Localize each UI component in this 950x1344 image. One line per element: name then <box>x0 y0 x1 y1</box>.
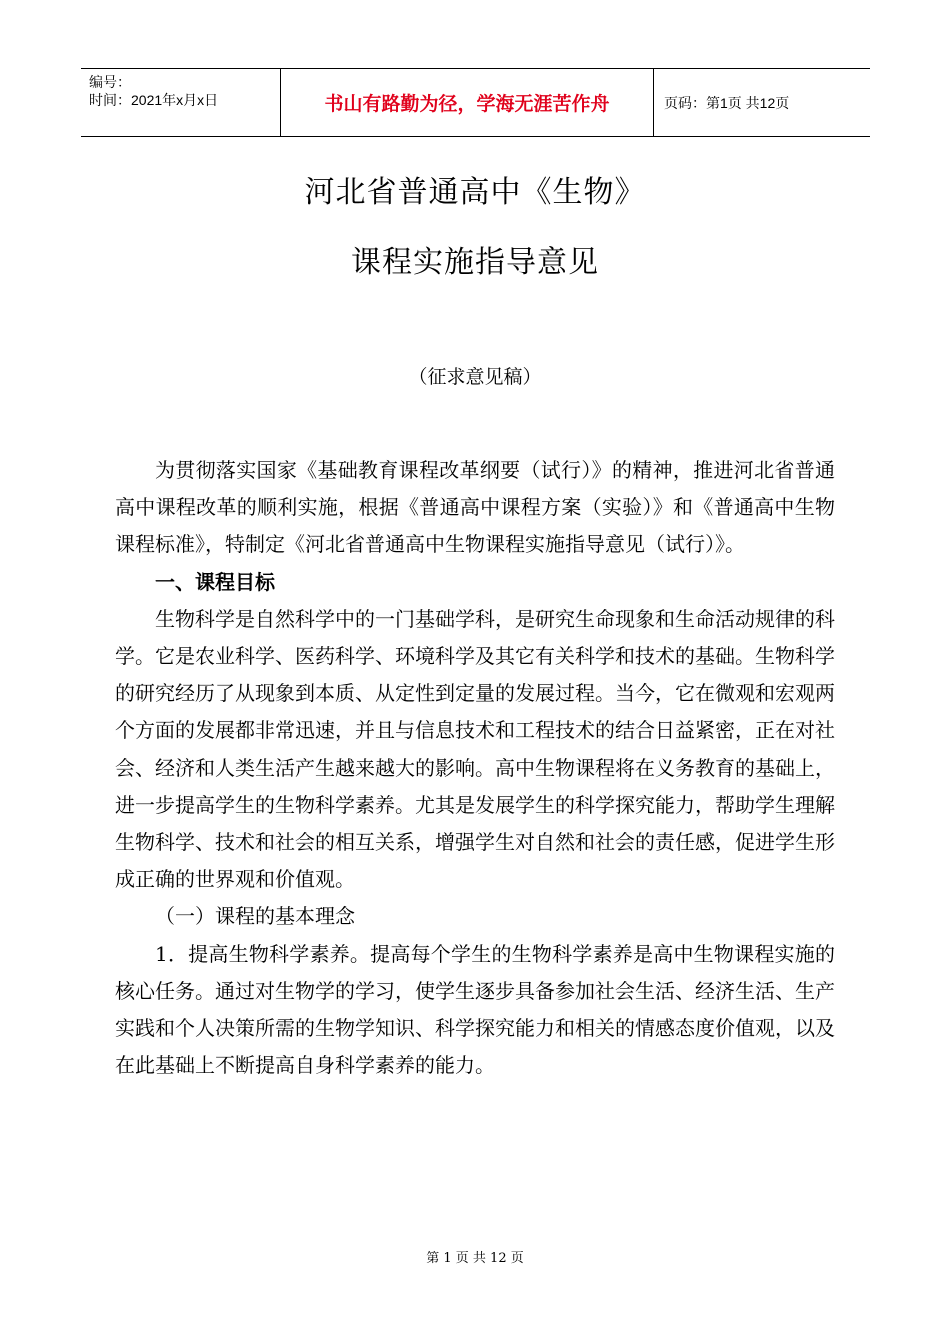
header-meta <box>81 69 281 136</box>
header-motto: 书山有路勤为径，学海无涯苦作舟 <box>281 69 654 136</box>
document-date: 时间：2021年x月x日 <box>89 92 219 108</box>
document-header <box>81 68 870 137</box>
document-subtitle: （征求意见稿） <box>408 366 542 388</box>
document-title-line1: 河北省普通高中《生物》 <box>304 175 646 210</box>
document-number-label: 编号： <box>89 74 131 90</box>
document-title-line2: 课程实施指导意见 <box>351 245 599 280</box>
subsection-heading-basic-concepts: （一）课程的基本理念 <box>155 904 355 929</box>
paragraph-intro: 为贯彻落实国家《基础教育课程改革纲要（试行）》的精神，推进河北省普通高中课程改革的顺利实施，根据《普通高中课程方案（实验）》和《普通高中生物课程标准》，特制定《河北省普通高中生物课程实施指导意见（试行）》。 <box>115 458 835 557</box>
paragraph-concept-1: 1．提高生物科学素养。提高每个学生的生物科学素养是高中生物课程实施的核心任务。通过对生物学的学习，使学生逐步具备参加社会生活、经济生活、生产实践和个人决策所需的生物学知识、科学探究能力和相关的情感态度价值观，以及在此基础上不断提高自身科学素养的能力。 <box>115 941 835 1078</box>
section-heading-course-goals: 一、课程目标 <box>155 569 275 594</box>
header-page-info: 页码：第1页 共12页 <box>664 94 790 111</box>
paragraph-course-goals: 生物科学是自然科学中的一门基础学科，是研究生命现象和生命活动规律的科学。它是农业科学、医药科学、环境科学及其它有关科学和技术的基础。生物科学的研究经历了从现象到本质、从定性到定量的发展过程。当今，它在微观和宏观两个方面的发展都非常迅速，并且与信息技术和工程技术的结合日益紧密，正在对社会、经济和人类生活产生越来越大的影响。高中生物课程将在义务教育的基础上，进一步提高学生的生物科学素养。尤其是发展学生的科学探究能力，帮助学生理解生物科学、技术和社会的相互关系，增强学生对自然和社会的责任感，促进学生形成正确的世界观和价值观。 <box>115 606 835 892</box>
page-footer: 第 1 页 共 12 页 <box>426 1251 524 1266</box>
document-body <box>115 452 835 1084</box>
